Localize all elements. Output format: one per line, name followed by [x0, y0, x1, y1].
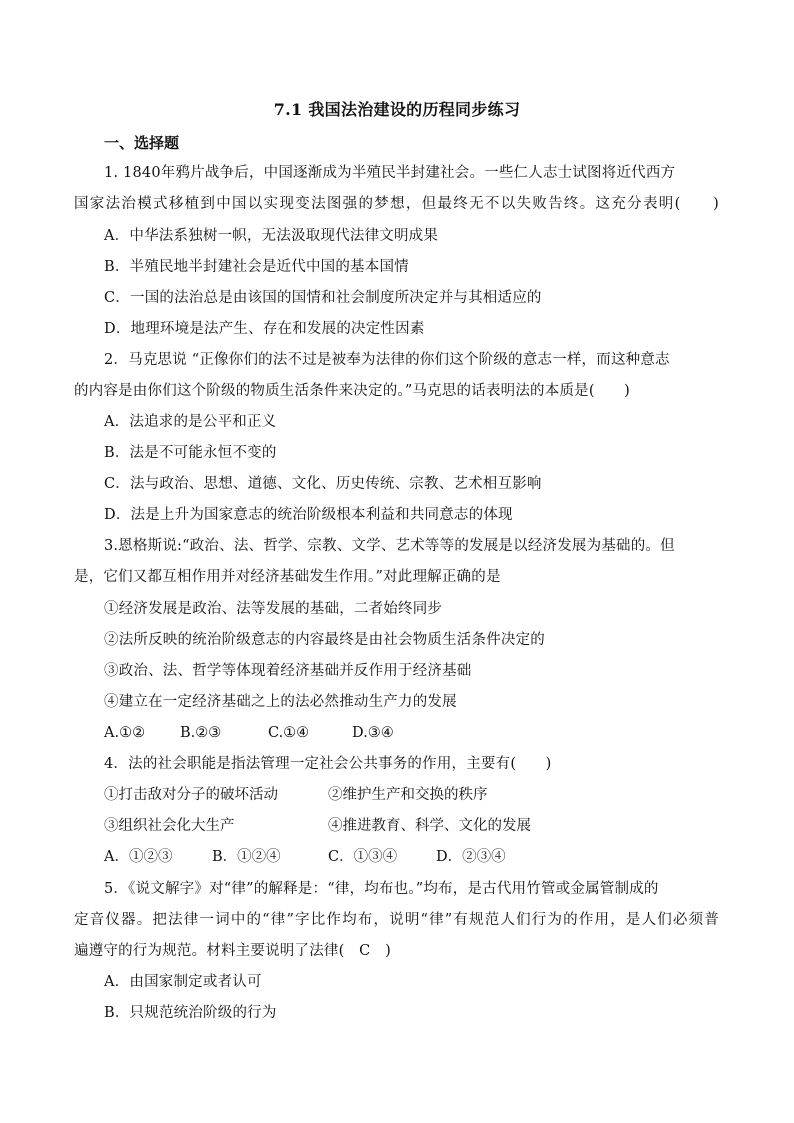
q2-option-d: D．法是上升为国家意志的统治阶级根本利益和共同意志的体现: [104, 507, 513, 523]
q1-option-a: A．中华法系独树一帜，无法汲取现代法律文明成果: [104, 228, 439, 244]
q4-choice-a: A．①②③: [104, 849, 173, 865]
q1-option-b: B．半殖民地半封建社会是近代中国的基本国情: [104, 259, 409, 275]
section-heading: 一、选择题: [104, 134, 180, 152]
q4-stem: 4．法的社会职能是指法管理一定社会公共事务的作用，主要有( ): [104, 756, 552, 772]
q2-stem-line-1: 2．马克思说 “正像你们的法不过是被奉为法律的你们这个阶级的意志一样，而这种意志: [104, 352, 670, 368]
q3-statement-1: ①经济发展是政治、法等发展的基础，二者始终同步: [104, 601, 443, 617]
q1-stem-line-2: 国家法治模式移植到中国以实现变法图强的梦想，但最终无不以失败告终。这充分表明( ): [74, 196, 719, 212]
q5-stem-line-2: 定音仪器。把法律一词中的“律”字比作均布，说明“律”有规范人们行为的作用，是人们必须普: [74, 912, 719, 928]
q5-stem-line-1: 5．《说文解字》对“律”的解释是：“律，均布也。”均布，是古代用竹管或金属管制成的: [104, 881, 659, 897]
q2-stem-line-2: 的内容是由你们这个阶级的物质生活条件来决定的。”马克思的话表明法的本质是( ): [74, 383, 630, 399]
q3-statement-2: ②法所反映的统治阶级意志的内容最终是由社会物质生活条件决定的: [104, 632, 545, 648]
q1-option-c: C．一国的法治总是由该国的国情和社会制度所决定并与其相适应的: [104, 290, 542, 306]
q4-choice-c: C．①③④: [328, 849, 398, 865]
q4-statement-1: ①打击敌对分子的破坏活动: [104, 787, 278, 803]
q4-statement-2: ②维护生产和交换的秩序: [328, 787, 488, 803]
q4-choice-b: B．①②④: [212, 849, 281, 865]
q5-option-a: A．由国家制定或者认可: [104, 974, 262, 990]
q4-statement-3: ③组织社会化大生产: [104, 818, 235, 834]
q3-choice-d: D.③④: [352, 725, 394, 741]
q2-option-c: C．法与政治、思想、道德、文化、历史传统、宗教、艺术相互影响: [104, 476, 542, 492]
q3-statement-4: ④建立在一定经济基础之上的法必然推动生产力的发展: [104, 694, 457, 710]
q4-statement-4: ④推进教育、科学、文化的发展: [328, 818, 531, 834]
q3-stem-line-1: 3.恩格斯说:“政治、法、哲学、宗教、文学、艺术等等的发展是以经济发展为基础的。但: [104, 538, 675, 554]
q3-stem-line-2: 是，它们又都互相作用并对经济基础发生作用。”对此理解正确的是: [74, 569, 501, 585]
q5-option-b: B．只规范统治阶级的行为: [104, 1005, 277, 1021]
page-title: 7.1 我国法治建设的历程同步练习: [273, 100, 521, 119]
q1-stem-line-1: 1. 1840年鸦片战争后，中国逐渐成为半殖民半封建社会。一些仁人志士试图将近代西方: [104, 165, 676, 181]
q3-choice-b: B.②③: [180, 725, 222, 741]
q2-option-a: A．法追求的是公平和正义: [104, 414, 277, 430]
q3-choice-c: C.①④: [268, 725, 310, 741]
q3-choice-a: A.①②: [104, 725, 146, 741]
q3-statement-3: ③政治、法、哲学等体现着经济基础并反作用于经济基础: [104, 663, 472, 679]
q5-stem-line-3: 遍遵守的行为规范。材料主要说明了法律( C ): [74, 943, 392, 959]
q2-option-b: B．法是不可能永恒不变的: [104, 445, 277, 461]
q1-option-d: D．地理环境是法产生、存在和发展的决定性因素: [104, 321, 425, 337]
q4-choice-d: D．②③④: [436, 849, 506, 865]
